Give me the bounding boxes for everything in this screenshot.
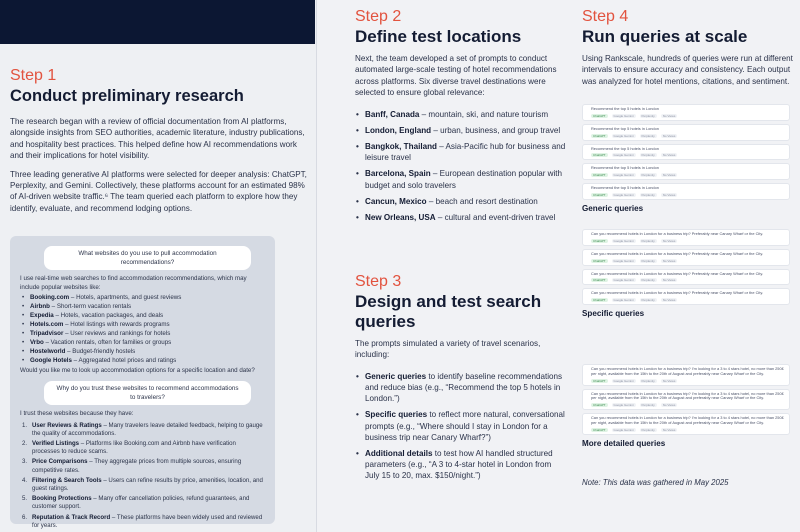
step2-title: Define test locations: [355, 27, 522, 46]
detailed-queries-group: [582, 364, 790, 448]
chat-answer-2-list: [20, 422, 265, 530]
detailed-queries-label: More detailed queries: [582, 438, 666, 448]
step3-intro: The prompts simulated a variety of travel scenarios, including:: [355, 339, 541, 360]
step1-paragraph-2: Three leading generative AI platforms were selected for deeper analysis: ChatGPT, Perplexity, and Gemini. Collectively, these platforms account for an estimated 98% of AI-driven website traffic.⁶ The team queried each platform to explore how they identify, evaluate, and recommend lodging options.: [10, 169, 307, 213]
list-item: • Hotels.com – Hotel listings with rewards programs: [20, 321, 265, 330]
chat-question-2: Why do you trust these websites to recommend accommodations to travelers?: [44, 381, 251, 405]
step2-section: [355, 8, 567, 228]
list-item: 4. Filtering & Search Tools – Users can refine results by price, amenities, location, and guest ratings.: [22, 476, 263, 493]
query-card: Recommend the top 5 hotels in London ChatGPT Google Gemini Perplexity No Views: [582, 183, 790, 200]
list-item: 6. Reputation & Track Record – These platforms have been widely used and reviewed for years.: [22, 513, 263, 529]
list-item: • Google Hotels – Aggregated hotel prices and ratings: [20, 357, 265, 366]
step4-intro: Using Rankscale, hundreds of queries were run at different intervals to ensure accuracy and consistency. Each output was analyzed for hotel mentions, citations, and sentiment.: [582, 54, 793, 86]
query-card: Can you recommend hotels in London for a business trip? I'm looking for a 3 to 4 stars hotel, no more than 250£ per night, available from the 15th to the 20th of August and preferably near Canary Wharf or the City. ChatGPT Google Gemini Perplexity No Views: [582, 413, 790, 435]
data-note: Note: This data was gathered in May 2025: [582, 478, 729, 487]
chat-answer-1-intro: I use real-time web searches to find accommodation recommendations, which may include popular websites like:: [20, 275, 247, 291]
query-card: Can you recommend hotels in London for a business trip? Preferably near Canary Wharf or the City. ChatGPT Google Gemini Perplexity No Views: [582, 288, 790, 305]
list-item: 1. User Reviews & Ratings – Many travelers leave detailed feedback, helping to gauge the quality of accommodations.: [22, 421, 263, 437]
top-navy-band-overlay: [0, 0, 315, 44]
step1-section: [10, 67, 310, 214]
query-card: Can you recommend hotels in London for a business trip? I'm looking for a 3 to 4 stars hotel, no more than 250£ per night, available from the 15th to the 20th of August and preferably near Canary Wharf or the City. ChatGPT Google Gemini Perplexity No Views: [582, 364, 790, 386]
query-card: Recommend the top 5 hotels in London ChatGPT Google Gemini Perplexity No Views: [582, 163, 790, 180]
step2-location-list: [355, 109, 567, 224]
step2-label: Step 2: [355, 8, 402, 25]
list-item: • Additional details to test how AI handled structured parameters (e.g., “A 3 to 4-star hotel in London from July 15 to 20, max. $150/night.”): [355, 448, 567, 482]
specific-queries-group: [582, 229, 790, 318]
chat-example-panel: [10, 236, 275, 529]
list-item: • Specific queries to reflect more natural, conversational prompts (e.g., “Where should I stay in London for a business trip near Canary Wharf?”): [355, 409, 567, 443]
list-item: • Generic queries to identify baseline recommendations and reduce bias (e.g., “Recommend the top 5 hotels in London.”): [355, 371, 567, 405]
specific-queries-label: Specific queries: [582, 309, 645, 319]
list-item: • London, England – urban, business, and group travel: [355, 125, 567, 136]
chat-answer-1-list: [20, 294, 265, 365]
step3-query-types-list: [355, 371, 567, 482]
query-card: Recommend the top 5 hotels in London ChatGPT Google Gemini Perplexity No Views: [582, 124, 790, 141]
step3-section: [355, 273, 567, 487]
list-item: • Hostelworld – Budget-friendly hostels: [20, 348, 265, 357]
generic-queries-label: Generic queries: [582, 203, 644, 213]
step3-title: Design and test search queries: [355, 292, 542, 331]
query-card: Recommend the top 5 hotels in London ChatGPT Google Gemini Perplexity No Views: [582, 144, 790, 161]
list-item: • Expedia – Hotels, vacation packages, and deals: [20, 312, 265, 321]
query-card: Can you recommend hotels in London for a business trip? I'm looking for a 3 to 4 stars hotel, no more than 250£ per night, available from the 15th to the 20th of August and preferably near Canary Wharf or the City. ChatGPT Google Gemini Perplexity No Views: [582, 389, 790, 411]
step4-title: Run queries at scale: [582, 27, 748, 46]
step1-title: Conduct preliminary research: [10, 87, 244, 105]
generic-queries-group: [582, 104, 790, 213]
step2-intro: Next, the team developed a set of prompts to conduct automated large-scale testing of hotel recommendations across platforms. Six diverse travel destinations were selected to ensure global relevance:: [355, 54, 557, 98]
list-item: • Bangkok, Thailand – Asia-Pacific hub for business and leisure travel: [355, 141, 567, 163]
step1-paragraph-1: The research began with a review of official documentation from AI platforms, alongside insights from SEO authorities, academic literature, industry publications, and hospitality best practices. This helped define how AI recommendations work and their implications for hotel visibility.: [10, 117, 305, 161]
chat-answer-1-outro: Would you like me to look up accommodation options for a specific location and date?: [20, 367, 255, 375]
chat-question-1: What websites do you use to pull accommodation recommendations?: [44, 246, 251, 270]
step4-section: [582, 8, 794, 87]
list-item: • Booking.com – Hotels, apartments, and guest reviews: [20, 294, 265, 303]
query-card: Can you recommend hotels in London for a business trip? Preferably near Canary Wharf or the City. ChatGPT Google Gemini Perplexity No Views: [582, 269, 790, 286]
list-item: 3. Price Comparisons – They aggregate prices from multiple sources, ensuring competitive rates.: [22, 458, 242, 474]
step1-label: Step 1: [10, 67, 57, 84]
list-item: • Banff, Canada – mountain, ski, and nature tourism: [355, 109, 567, 120]
list-item: • Airbnb – Short-term vacation rentals: [20, 303, 265, 312]
step3-label: Step 3: [355, 273, 402, 290]
list-item: • Vrbo – Vacation rentals, often for families or groups: [20, 339, 265, 348]
list-item: 2. Verified Listings – Platforms like Booking.com and Airbnb have verification processes to reduce scams.: [22, 440, 236, 456]
list-item: 5. Booking Protections – Many offer cancellation policies, refund guarantees, and customer support.: [22, 495, 250, 511]
list-item: • New Orleans, USA – cultural and event-driven travel: [355, 212, 567, 223]
step4-label: Step 4: [582, 8, 629, 25]
list-item: • Barcelona, Spain – European destination popular with budget and solo travelers: [355, 168, 567, 190]
list-item: • Tripadvisor – User reviews and rankings for hotels: [20, 330, 265, 339]
query-card: Can you recommend hotels in London for a business trip? Preferably near Canary Wharf or the City. ChatGPT Google Gemini Perplexity No Views: [582, 229, 790, 246]
list-item: • Cancun, Mexico – beach and resort destination: [355, 196, 567, 207]
query-card: Can you recommend hotels in London for a business trip? Preferably near Canary Wharf or the City. ChatGPT Google Gemini Perplexity No Views: [582, 249, 790, 266]
chat-answer-2-intro: I trust these websites because they have:: [20, 410, 134, 418]
query-card: Recommend the top 5 hotels in London ChatGPT Google Gemini Perplexity No Views: [582, 104, 790, 121]
